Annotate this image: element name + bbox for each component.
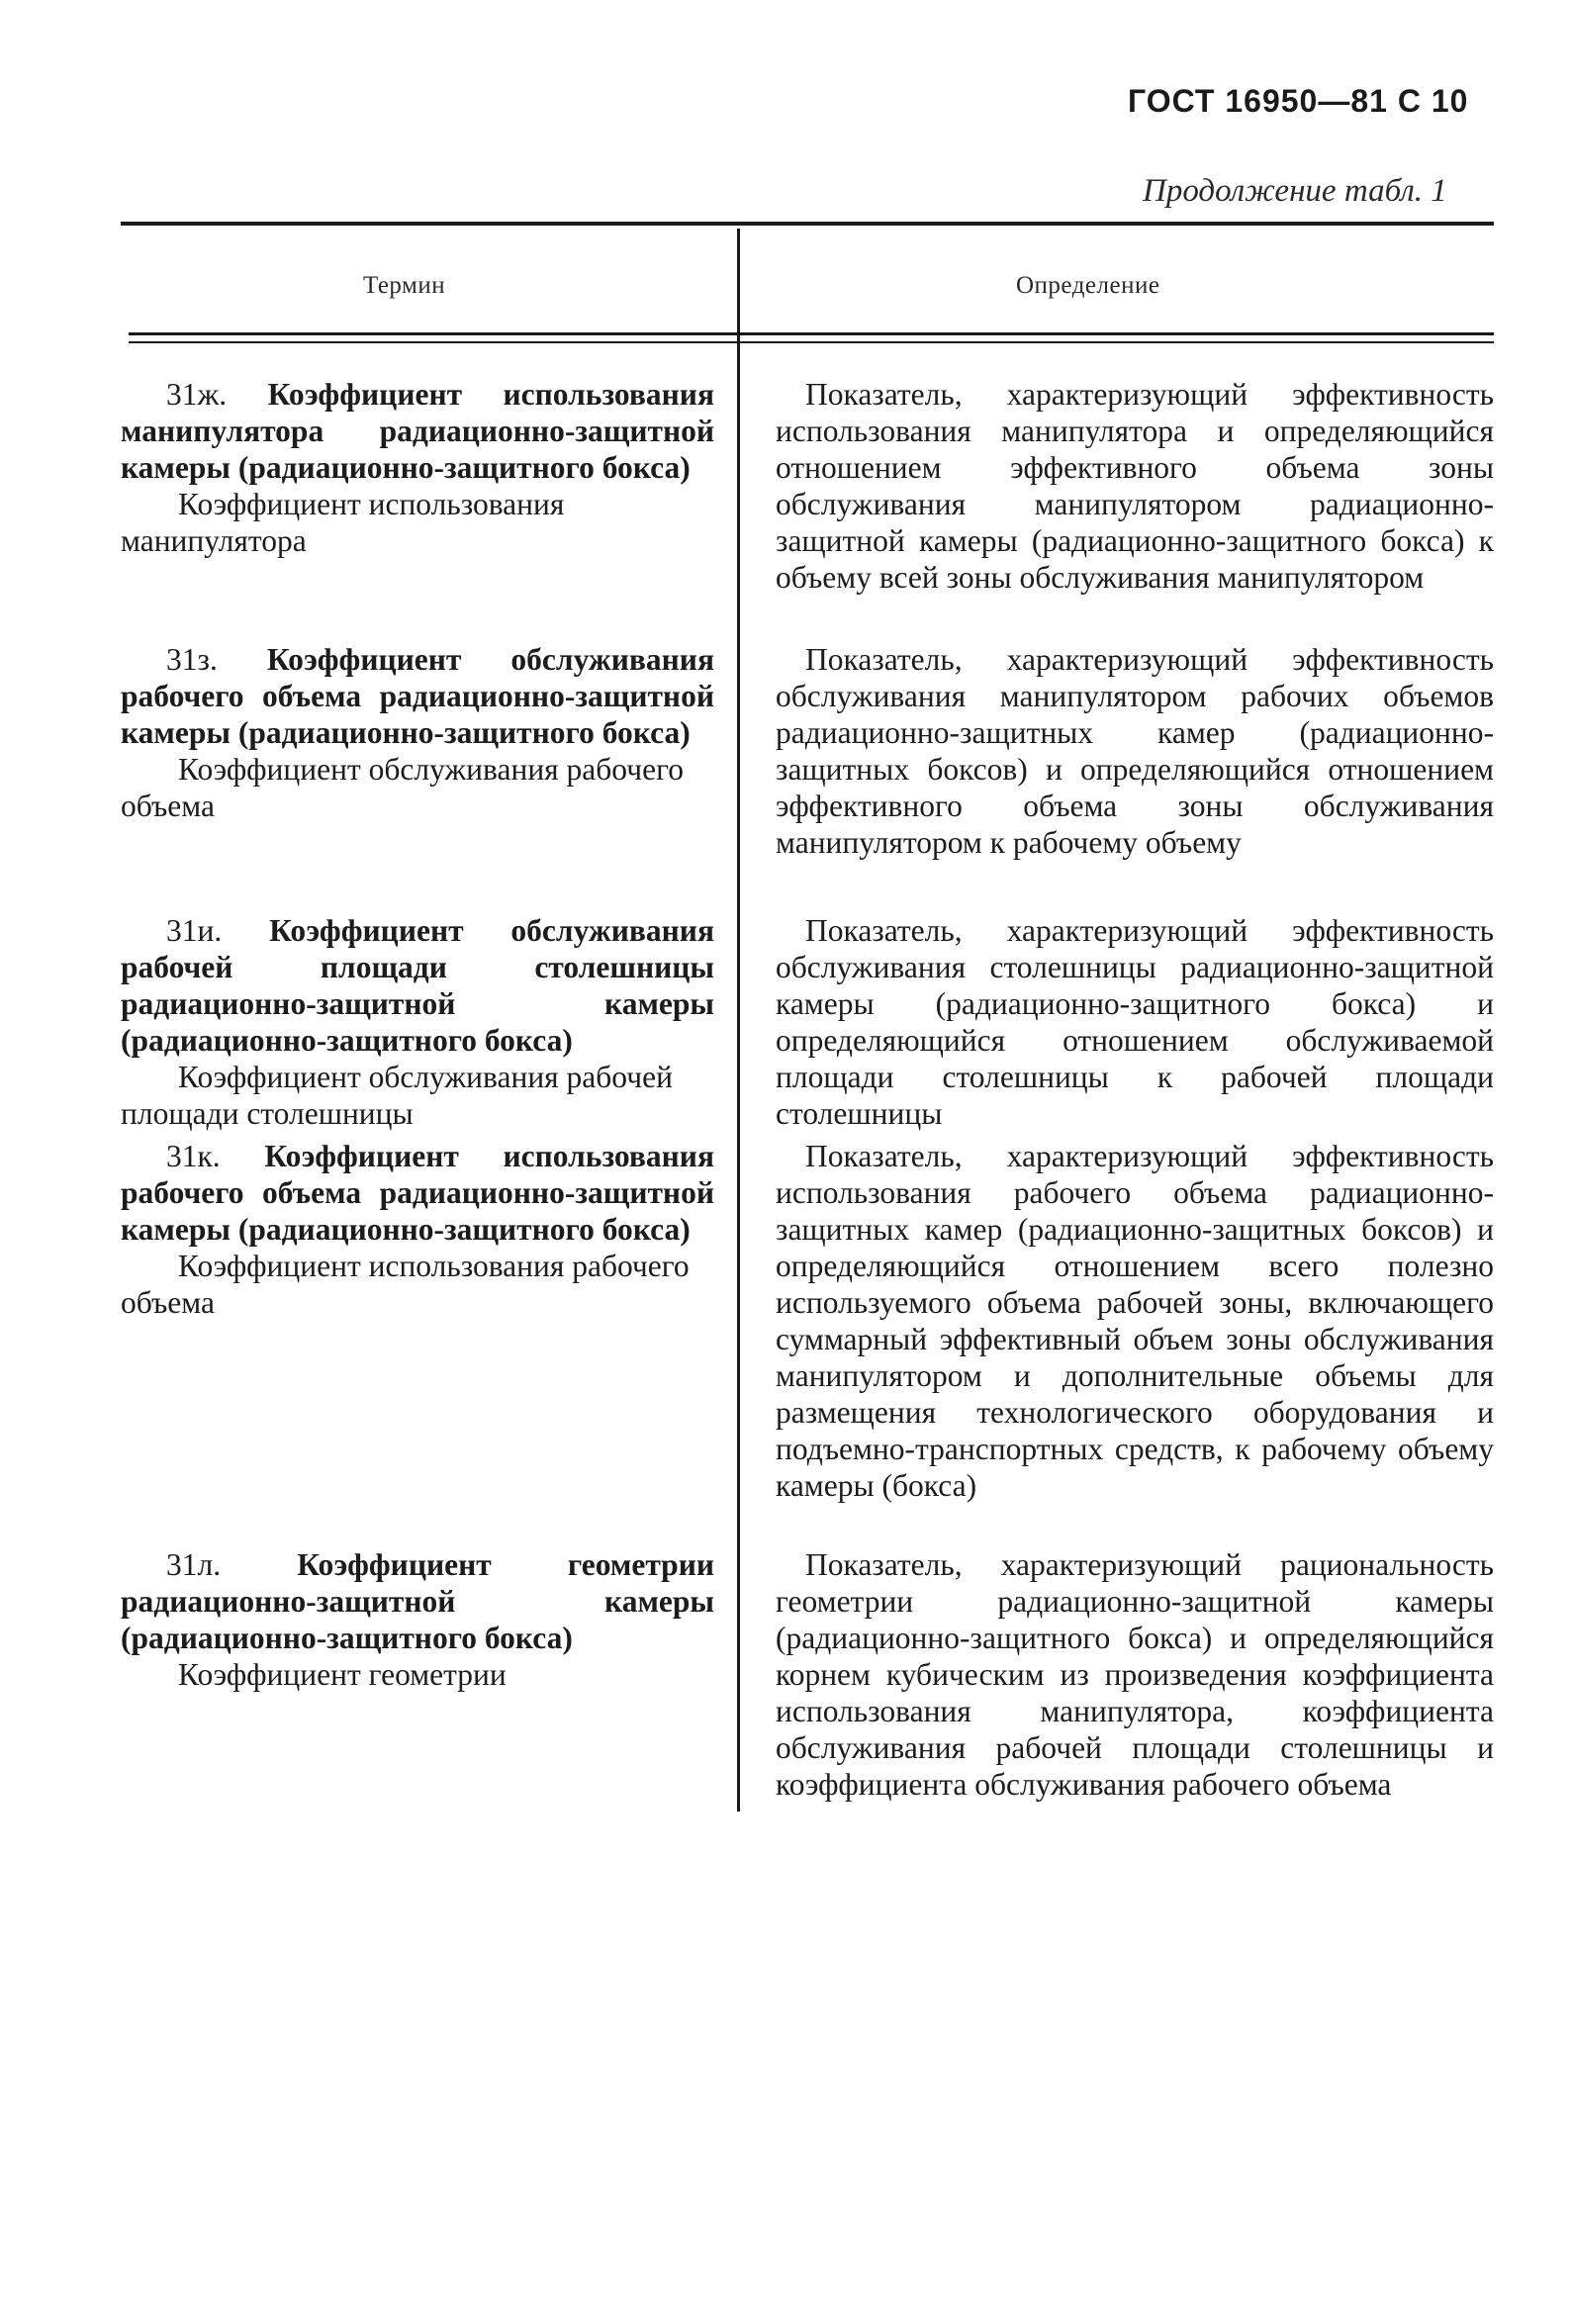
term-cell	[121, 376, 714, 559]
term-code: 31з.	[166, 642, 218, 677]
page-header: ГОСТ 16950—81 С 10	[1128, 83, 1469, 119]
term-cell	[121, 641, 714, 824]
term-name: Коэффициент геометрии радиационно-защитной камеры (радиационно-защитного бокса)	[121, 1547, 714, 1655]
definition-cell	[776, 1546, 1494, 1803]
term-name: Коэффициент использования рабочего объема радиационно-защитной камеры (радиационно-защитного бокса)	[121, 1139, 714, 1247]
term-name: Коэффициент обслуживания рабочей площади столешницы радиационно-защитной камеры (радиационно-защитного бокса)	[121, 913, 715, 1058]
term-short-form: Коэффициент геометрии	[178, 1657, 507, 1692]
definition-cell	[776, 912, 1494, 1132]
column-header-definition: Определение	[1016, 272, 1160, 299]
definition-text: Показатель, характеризующий эффективность использования рабочего объема радиационно-защитных камер (радиационно-защитных боксов) и определяющийся отношением всего полезно используемого объема рабочей зоны, включающего суммарный эффективный объем зоны обслуживания манипулятором и дополнительные объемы для размещения технологического оборудования и подъемно-транспортных средств, к рабочему объему камеры (бокса)	[776, 1139, 1494, 1503]
term-code: 31к.	[166, 1139, 221, 1173]
definition-text: Показатель, характеризующий эффективность обслуживания столешницы радиационно-защитной камеры (радиационно-защитного бокса) и определяющийся отношением обслуживаемой площади столешницы к рабочей площади столешницы	[776, 913, 1494, 1131]
term-short-form: Коэффициент обслуживания рабочего объема	[121, 752, 684, 823]
definition-cell	[776, 376, 1494, 596]
term-cell	[121, 1546, 714, 1693]
term-short-form: Коэффициент использования манипулятора	[121, 487, 565, 558]
column-divider	[737, 229, 740, 1812]
term-short-form: Коэффициент использования рабочего объема	[121, 1249, 690, 1320]
term-name: Коэффициент обслуживания рабочего объема радиационно-защитной камеры (радиационно-защитного бокса)	[121, 642, 715, 750]
definition-cell	[776, 1138, 1494, 1504]
definition-text: Показатель, характеризующий рациональность геометрии радиационно-защитной камеры (радиационно-защитного бокса) и определяющийся корнем кубическим из произведения коэффициента использования манипулятора, коэффициента обслуживания рабочей площади столешницы и коэффициента обслуживания рабочего объема	[776, 1547, 1494, 1802]
header-bottom-rule	[129, 332, 1494, 335]
header-bottom-rule-double	[129, 341, 1494, 343]
definition-text: Показатель, характеризующий эффективность использования манипулятора и определяющийся отношением эффективного объема зоны обслуживания манипулятором радиационно-защитной камеры (радиационно-защитного бокса) к объему всей зоны обслуживания манипулятором	[776, 377, 1494, 595]
table-continuation-label: Продолжение табл. 1	[1143, 173, 1447, 209]
column-header-term: Термин	[363, 272, 446, 299]
term-code: 31и.	[166, 913, 223, 948]
definition-cell	[776, 641, 1494, 861]
term-code: 31ж.	[166, 377, 228, 412]
term-cell	[121, 912, 714, 1132]
term-code: 31л.	[166, 1547, 222, 1582]
definition-text: Показатель, характеризующий эффективность обслуживания манипулятором рабочих объемов радиационно-защитных камер (радиационно-защитных боксов) и определяющийся отношением эффективного объема зоны обслуживания манипулятором к рабочему объему	[776, 642, 1494, 860]
table-top-rule	[121, 222, 1494, 226]
term-cell	[121, 1138, 714, 1321]
term-name: Коэффициент использования манипулятора радиационно-защитной камеры (радиационно-защитного бокса)	[121, 377, 715, 485]
term-short-form: Коэффициент обслуживания рабочей площади столешницы	[121, 1060, 673, 1131]
